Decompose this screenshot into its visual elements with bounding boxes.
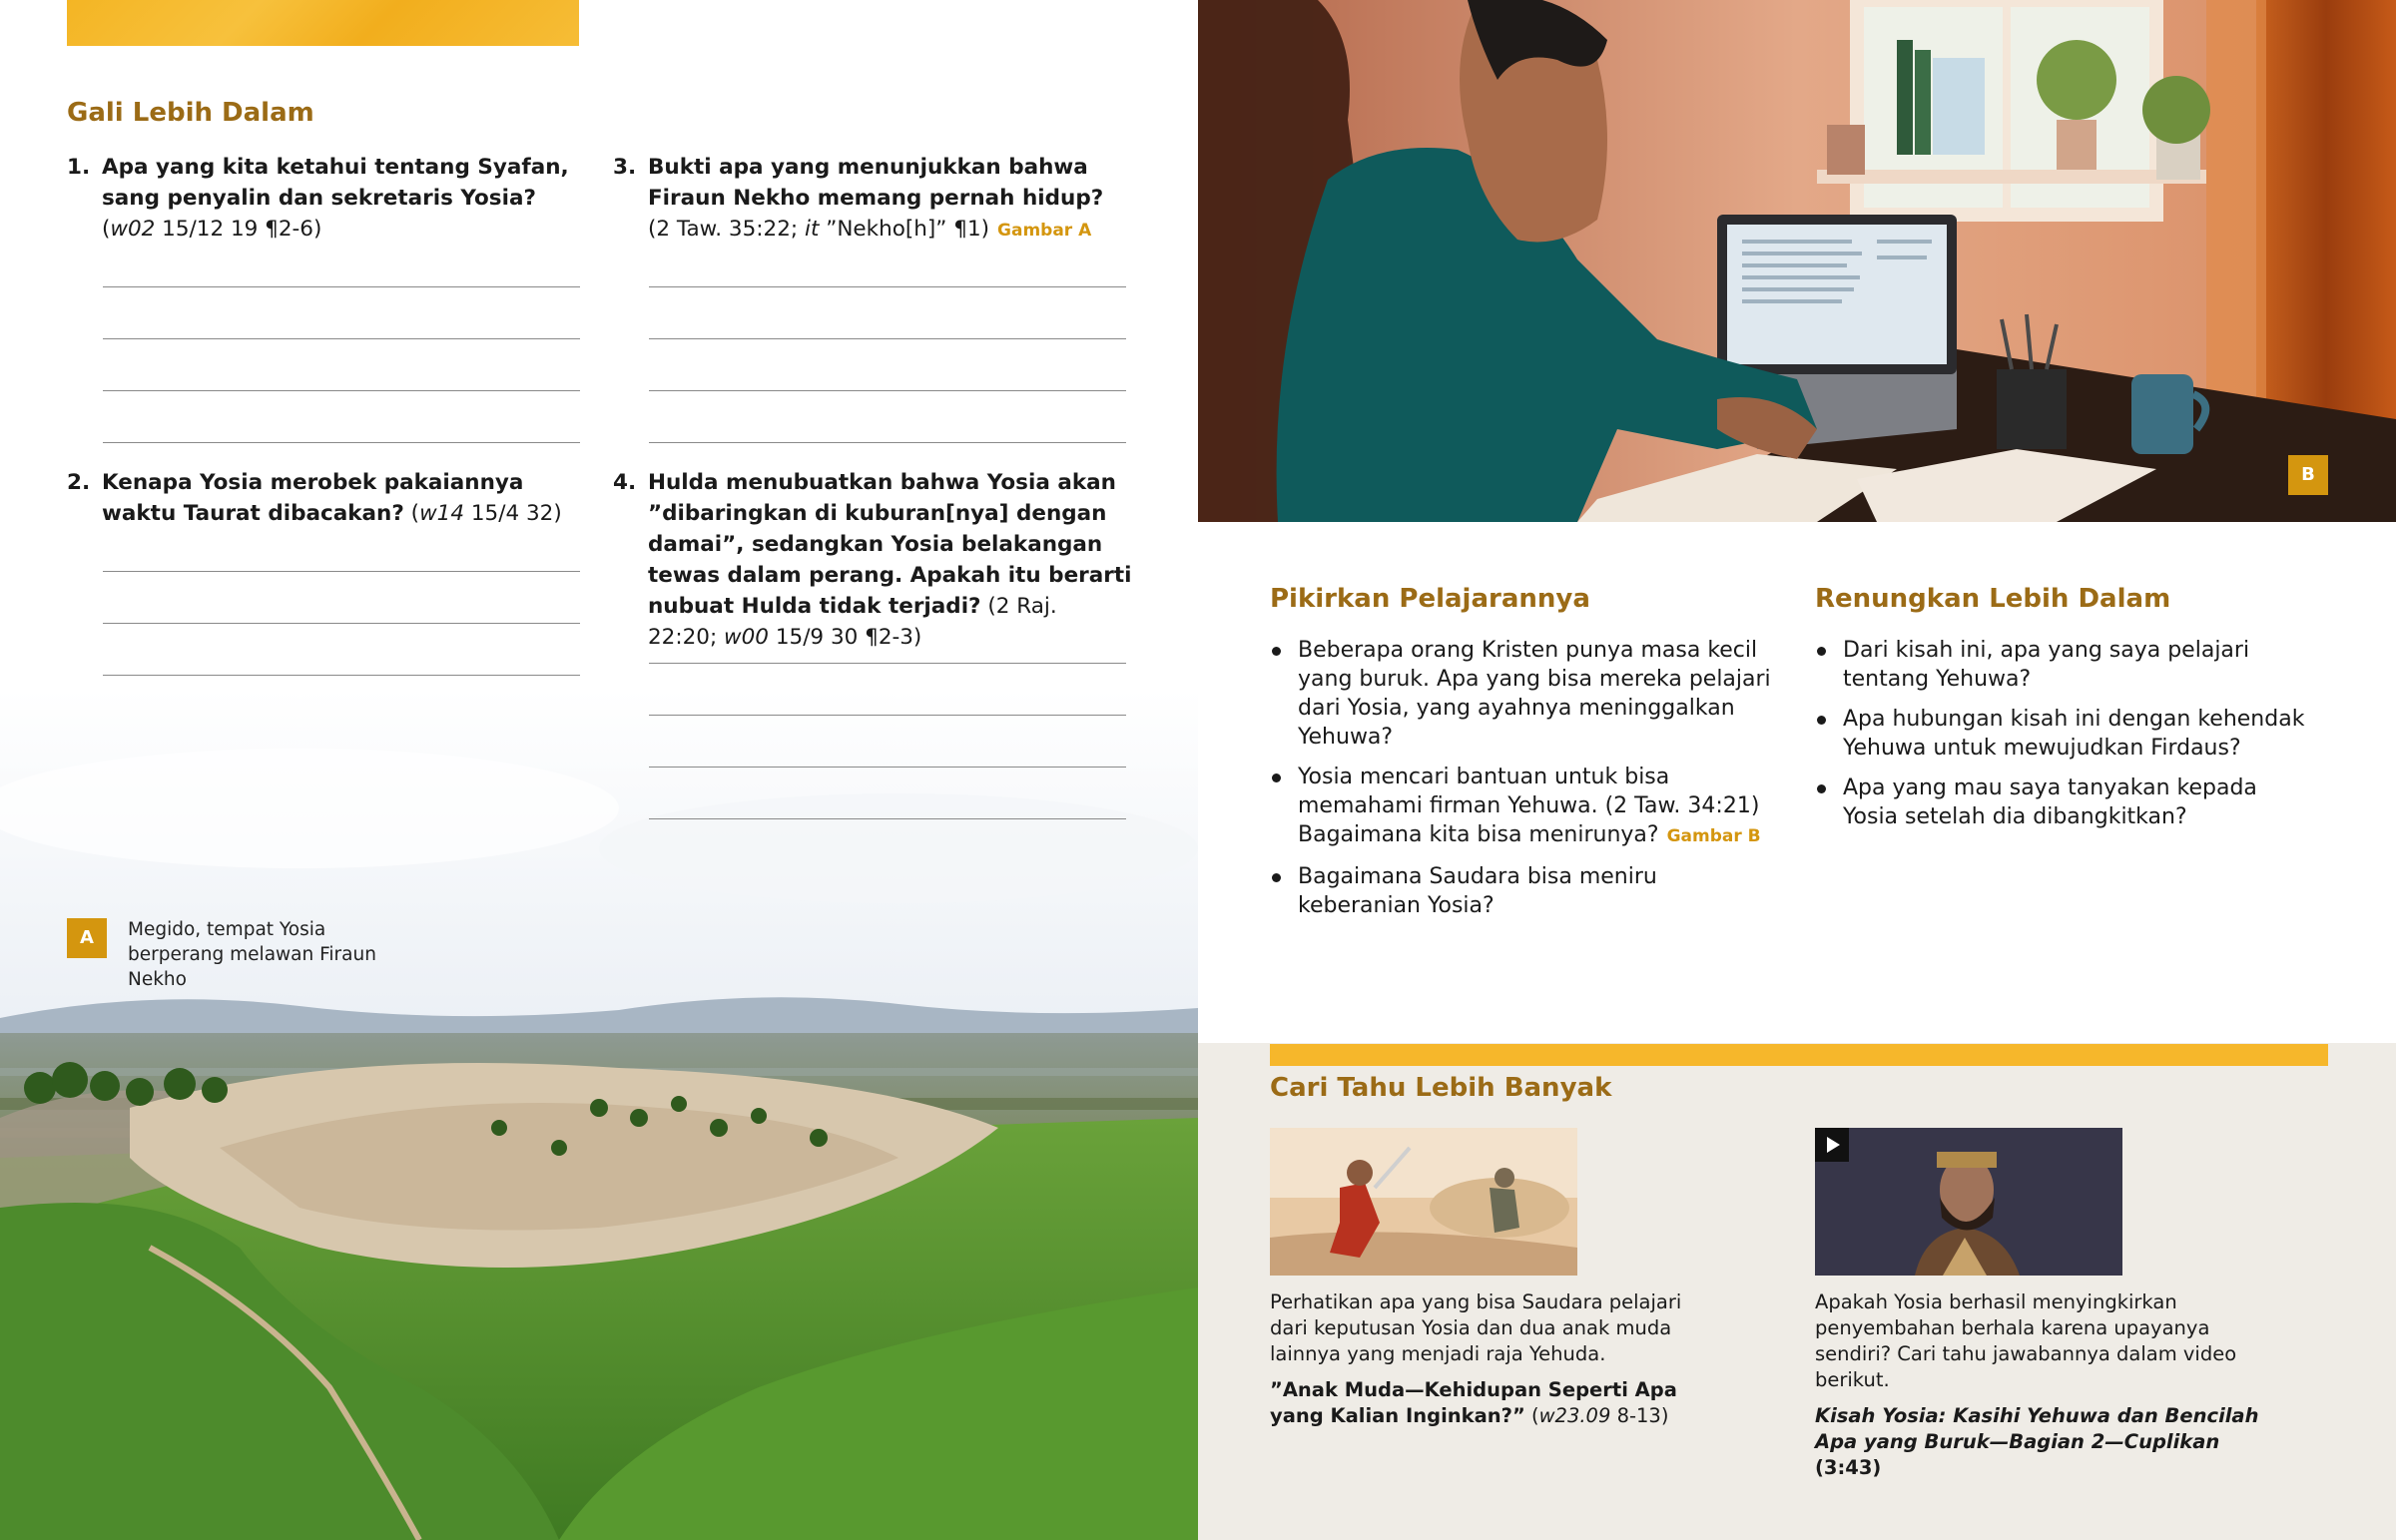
answer-line[interactable] [103, 390, 580, 391]
megiddo-photo [0, 689, 1198, 1540]
answer-line[interactable] [103, 623, 580, 624]
photo-b-badge: B [2288, 455, 2328, 495]
question-text: Kenapa Yosia merobek pakaiannya waktu Taurat dibacakan? [102, 470, 524, 526]
answer-line[interactable] [103, 442, 580, 443]
question-text: Apa yang kita ketahui tentang Syafan, sang penyalin dan sekretaris Yosia? [102, 155, 569, 211]
answer-line[interactable] [649, 286, 1126, 287]
cari-accent-bar [1270, 1044, 2328, 1066]
video-link[interactable]: Kisah Yosia: Kasihi Yehuwa dan Bencilah Apa yang Buruk—Bagian 2—Cuplikan (3:43) [1815, 1404, 2259, 1479]
question-4: 4. Hulda menubuatkan bahwa Yosia akan ”dibaringkan di kuburan[nya] dengan damai”, sedangkan Yosia belakangan tewas dalam perang. Apakah itu berarti nubuat Hulda tidak terjadi? (2 Raj. 22:20; w00 15/9 30 ¶2-3) [613, 467, 1132, 653]
answer-line[interactable] [103, 286, 580, 287]
list-item: Dari kisah ini, apa yang saya pelajari tentang Yehuwa? [1815, 636, 2314, 694]
article-link[interactable]: ”Anak Muda—Kehidupan Seperti Apa yang Kalian Inginkan?” (w23.09 8-13) [1270, 1378, 1677, 1427]
answer-line[interactable] [649, 715, 1126, 716]
photo-a-badge: A [67, 918, 107, 958]
answer-line[interactable] [649, 442, 1126, 443]
video-card [1815, 1289, 2284, 1481]
ref-italic: it [804, 217, 820, 242]
list-item: Apa hubungan kisah ini dengan kehendak Yehuwa untuk mewujudkan Firdaus? [1815, 705, 2314, 763]
video-thumbnail[interactable] [1815, 1128, 2122, 1276]
question-number: 3. [613, 155, 637, 180]
section-title-gali: Gali Lebih Dalam [67, 98, 314, 128]
question-reference: 15/4 32) [464, 501, 562, 526]
picture-reference-a[interactable]: Gambar A [997, 221, 1092, 241]
question-text: Hulda menubuatkan bahwa Yosia akan ”dibaringkan di kuburan[nya] dengan damai”, sedangkan Yosia belakangan tewas dalam perang. Apakah itu berarti nubuat Hulda tidak terjadi? [648, 470, 1132, 619]
list-item: Yosia mencari bantuan untuk bisa memahami firman Yehuwa. (2 Taw. 34:21) Bagaimana kita bisa menirunya? Gambar B [1270, 763, 1779, 851]
play-icon [1815, 1128, 1849, 1162]
question-reference: 15/12 19 ¶2-6) [155, 217, 322, 242]
answer-line[interactable] [649, 663, 1126, 664]
pikirkan-list [1270, 636, 1779, 931]
list-item: Bagaimana Saudara bisa meniru keberanian Yosia? [1270, 862, 1779, 920]
question-reference: 15/9 30 ¶2-3) [769, 625, 922, 650]
question-reference: ”Nekho[h]” ¶1) [819, 217, 990, 242]
article-card [1270, 1289, 1689, 1429]
answer-line[interactable] [649, 818, 1126, 819]
study-photo [1198, 0, 2396, 522]
question-2: 2. Kenapa Yosia merobek pakaiannya waktu Taurat dibacakan? (w14 15/4 32) [67, 467, 586, 529]
list-item: Beberapa orang Kristen punya masa kecil yang buruk. Apa yang bisa mereka pelajari dari Yosia, yang ayahnya meninggalkan Yehuwa? [1270, 636, 1779, 752]
renungkan-list [1815, 636, 2314, 842]
answer-line[interactable] [103, 571, 580, 572]
section-title-cari: Cari Tahu Lebih Banyak [1270, 1073, 1612, 1103]
answer-line[interactable] [649, 767, 1126, 768]
answer-line[interactable] [103, 675, 580, 676]
article-thumbnail[interactable] [1270, 1128, 1577, 1276]
ref-italic: w02 [110, 217, 156, 242]
question-number: 4. [613, 470, 637, 495]
question-number: 2. [67, 470, 91, 495]
section-title-pikirkan: Pikirkan Pelajarannya [1270, 584, 1590, 614]
card-description: Perhatikan apa yang bisa Saudara pelajari dari keputusan Yosia dan dua anak muda lainnya yang menjadi raja Yehuda. [1270, 1290, 1682, 1365]
play-button[interactable] [1815, 1128, 1849, 1162]
question-text: Bukti apa yang menunjukkan bahwa Firaun Nekho memang pernah hidup? [648, 155, 1104, 211]
answer-line[interactable] [103, 338, 580, 339]
question-3: 3. Bukti apa yang menunjukkan bahwa Firaun Nekho memang pernah hidup? (2 Taw. 35:22; it ”Nekho[h]” ¶1) Gambar A [613, 152, 1132, 247]
section-title-renungkan: Renungkan Lebih Dalam [1815, 584, 2171, 614]
ref-italic: w14 [419, 501, 465, 526]
picture-reference-b[interactable]: Gambar B [1666, 826, 1761, 846]
question-1: 1. Apa yang kita ketahui tentang Syafan, sang penyalin dan sekretaris Yosia? (w02 15/12 19 ¶2-6) [67, 152, 586, 245]
list-item: Apa yang mau saya tanyakan kepada Yosia setelah dia dibangkitkan? [1815, 773, 2314, 831]
question-number: 1. [67, 155, 91, 180]
answer-line[interactable] [649, 338, 1126, 339]
ref-italic: w00 [724, 625, 769, 650]
card-description: Apakah Yosia berhasil menyingkirkan penyembahan berhala karena upayanya sendiri? Cari tahu jawabannya dalam video berikut. [1815, 1290, 2237, 1391]
answer-line[interactable] [649, 390, 1126, 391]
photo-a-caption: Megido, tempat Yosia berperang melawan Firaun Nekho [128, 919, 376, 990]
decorative-top-bar [67, 0, 579, 46]
